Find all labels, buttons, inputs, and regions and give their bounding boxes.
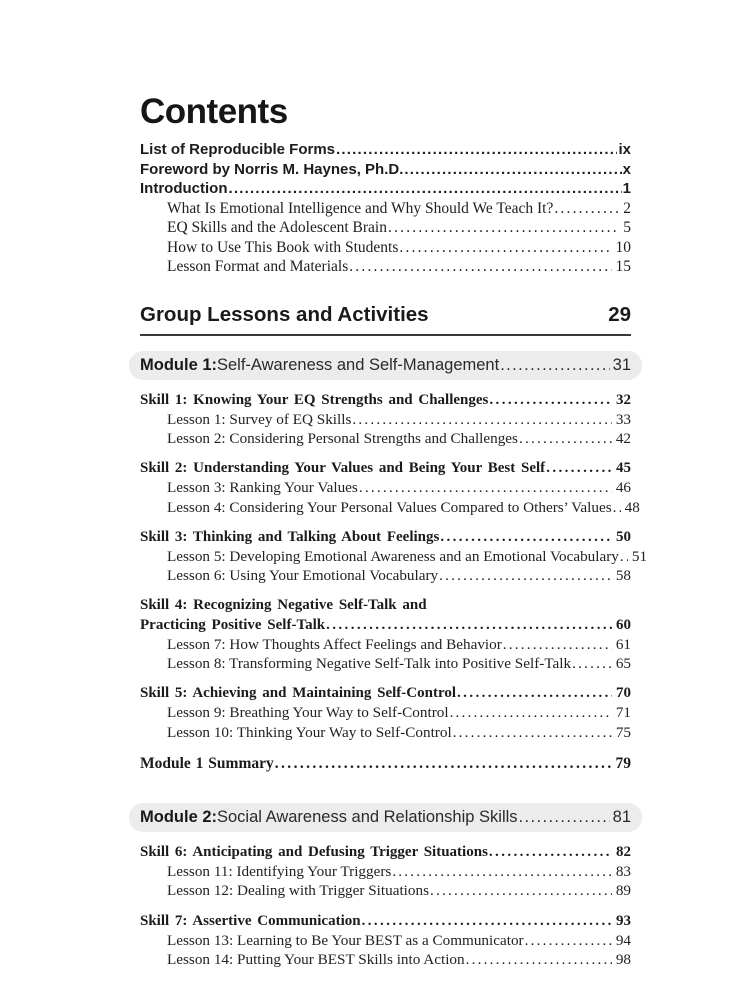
dot-leader <box>392 862 612 881</box>
toc-page-number: 45 <box>616 460 631 477</box>
toc-page-number: 50 <box>616 528 631 545</box>
module-subtitle: Self-Awareness and Self-Management <box>217 355 500 374</box>
dot-leader <box>439 566 612 585</box>
dot-leader <box>457 684 612 703</box>
dot-leader <box>336 140 617 160</box>
dot-leader <box>572 654 612 673</box>
toc-entry-label: What Is Emotional Intelligence and Why Should We Teach It? <box>167 199 554 217</box>
module-page-number: 81 <box>612 807 631 826</box>
lesson-row <box>140 429 631 448</box>
toc-page-number: 46 <box>615 479 631 497</box>
dot-leader <box>352 410 611 429</box>
dot-leader <box>440 528 612 547</box>
lesson-row <box>140 654 631 673</box>
dot-leader <box>466 950 612 969</box>
toc-page-number: 48 <box>624 498 640 516</box>
toc-entry-label: Skill 4: Recognizing Negative Self-Talk and <box>140 597 427 614</box>
toc-entry-label: Skill 6: Anticipating and Defusing Trigger Situations <box>140 843 488 860</box>
dot-leader <box>228 179 621 199</box>
lesson-row <box>140 703 631 722</box>
dot-leader <box>450 703 612 722</box>
toc-entry-label: How to Use This Book with Students <box>167 238 399 256</box>
dot-leader <box>554 199 619 219</box>
toc-entry-label: Lesson 14: Putting Your BEST Skills into Action <box>167 950 465 968</box>
front-matter-list <box>140 140 631 199</box>
module-page-number: 31 <box>612 355 631 374</box>
toc-entry-label: Foreword by Norris M. Haynes, Ph.D. <box>140 160 404 178</box>
toc-page-number: 51 <box>631 547 648 565</box>
toc-entry-label: Skill 7: Assertive Communication <box>140 912 361 929</box>
toc-page-number: 75 <box>615 723 631 741</box>
toc-entry-label: EQ Skills and the Adolescent Brain <box>167 219 387 236</box>
dot-leader <box>430 881 612 900</box>
skill-row <box>140 912 631 931</box>
dot-leader <box>275 754 612 773</box>
lesson-row <box>140 478 631 497</box>
lesson-row <box>140 566 631 585</box>
toc-entry-label: Lesson 11: Identifying Your Triggers <box>167 863 392 881</box>
toc-entry-label: Lesson 9: Breathing Your Way to Self-Control <box>167 704 449 722</box>
dot-leader <box>489 391 612 410</box>
introduction-row <box>140 238 631 258</box>
dot-leader <box>453 723 612 742</box>
toc-entry-label: Lesson 4: Considering Your Personal Values Compared to Others’ Values <box>167 498 612 516</box>
toc-entry-label: Skill 1: Knowing Your EQ Strengths and Challenges <box>140 391 489 408</box>
toc-page-number: 58 <box>615 567 631 585</box>
lesson-row <box>140 547 648 566</box>
lesson-row <box>140 862 631 881</box>
toc-page-number: 5 <box>623 219 631 236</box>
toc-entry-label: Lesson 3: Ranking Your Values <box>167 479 358 497</box>
toc-page-number: 70 <box>616 685 631 702</box>
toc-page-number: 65 <box>615 654 631 672</box>
dot-leader <box>525 931 612 950</box>
module-summary-row <box>140 754 631 773</box>
skill-row <box>140 843 631 862</box>
toc-entry-label: Lesson Format and Materials <box>167 258 349 275</box>
section-page-number: 29 <box>608 302 631 326</box>
skill-row <box>140 528 631 547</box>
dot-leader <box>519 429 612 448</box>
toc-page-number: 10 <box>615 238 631 256</box>
dot-leader <box>546 459 612 478</box>
dot-leader <box>326 616 612 635</box>
front-matter-row <box>140 160 631 180</box>
toc-page-number: 71 <box>615 704 631 722</box>
lesson-row <box>140 950 631 969</box>
toc-entry-label: Lesson 2: Considering Personal Strengths and Challenges <box>167 429 518 447</box>
toc-entry-label: Lesson 12: Dealing with Trigger Situations <box>167 882 429 900</box>
dot-leader <box>362 912 612 931</box>
lesson-row <box>140 635 631 654</box>
dot-leader <box>620 547 628 566</box>
toc-page-number: 60 <box>616 616 631 633</box>
page-title: Contents <box>140 92 288 131</box>
section-header <box>140 304 631 336</box>
toc-page-number: 89 <box>615 882 631 900</box>
toc-entry-label: Lesson 5: Developing Emotional Awareness and an Emotional Vocabulary <box>167 547 619 565</box>
skill-row-line1 <box>140 596 631 615</box>
section-title: Group Lessons and Activities <box>140 302 429 326</box>
toc-entry-label: List of Reproducible Forms <box>140 141 336 158</box>
introduction-row <box>140 257 631 277</box>
dot-leader <box>503 635 612 654</box>
front-matter-row <box>140 179 631 199</box>
toc-page-number: 93 <box>616 912 631 929</box>
toc-page-number: ix <box>618 141 631 158</box>
lesson-row <box>140 723 631 742</box>
module-banner <box>129 351 642 380</box>
module-name: Module 1: <box>140 355 217 374</box>
dot-leader <box>519 808 610 826</box>
introduction-row <box>140 218 631 238</box>
toc-page-number: 98 <box>615 950 631 968</box>
dot-leader <box>359 478 612 497</box>
front-matter-row <box>140 140 631 160</box>
toc-entry-label: Skill 3: Thinking and Talking About Feelings <box>140 528 440 545</box>
toc-page-number: 33 <box>615 410 631 428</box>
toc-page-number: 15 <box>615 258 631 275</box>
toc-entry-label: Skill 5: Achieving and Maintaining Self-Control <box>140 685 457 702</box>
dot-leader <box>500 356 609 374</box>
toc-page-number: 42 <box>615 429 631 447</box>
module-block <box>140 351 648 773</box>
module-name: Module 2: <box>140 807 217 826</box>
toc-entry-label: Skill 2: Understanding Your Values and Being Your Best Self <box>140 460 546 477</box>
lesson-row <box>140 881 631 900</box>
introduction-sublist <box>140 199 631 277</box>
skill-row <box>140 391 631 410</box>
dot-leader <box>399 238 611 258</box>
toc-entry-label: Lesson 1: Survey of EQ Skills <box>167 410 352 428</box>
toc-entry-label: Lesson 13: Learning to Be Your BEST as a Communicator <box>167 931 524 949</box>
dot-leader <box>404 160 621 180</box>
toc-entry-label: Lesson 8: Transforming Negative Self-Talk into Positive Self-Talk <box>167 654 572 672</box>
toc-entry-label: Lesson 7: How Thoughts Affect Feelings and Behavior <box>167 635 502 653</box>
modules-list <box>140 351 648 970</box>
toc-entry-label: Practicing Positive Self-Talk <box>140 616 326 633</box>
module-block <box>140 803 631 969</box>
module-subtitle: Social Awareness and Relationship Skills <box>217 807 518 826</box>
toc-entry-label: Lesson 6: Using Your Emotional Vocabulary <box>167 567 439 585</box>
toc-page-number: 32 <box>616 391 631 408</box>
lesson-row <box>140 931 631 950</box>
toc-page-number: 82 <box>616 843 631 860</box>
dot-leader <box>489 843 612 862</box>
module-banner <box>129 803 642 832</box>
lesson-row <box>140 498 640 517</box>
lesson-row <box>140 410 631 429</box>
toc-page-number: 83 <box>615 863 631 881</box>
introduction-row <box>140 199 631 219</box>
toc-page-number: 2 <box>623 199 631 217</box>
toc-entry-label: Module 1 Summary <box>140 754 274 772</box>
toc-entry-label: Introduction <box>140 180 228 197</box>
toc-entry-label: Lesson 10: Thinking Your Way to Self-Control <box>167 723 452 741</box>
toc-page-number: 61 <box>615 635 631 653</box>
toc-page-number: 94 <box>615 931 631 949</box>
skill-row-line2 <box>140 616 631 635</box>
toc-page-number: x <box>622 160 631 178</box>
skill-row <box>140 684 631 703</box>
toc-page-number: 79 <box>615 754 631 772</box>
dot-leader <box>388 218 619 238</box>
toc-page-number: 1 <box>622 180 631 197</box>
skill-row <box>140 459 631 478</box>
dot-leader <box>613 498 621 517</box>
dot-leader <box>349 257 611 277</box>
